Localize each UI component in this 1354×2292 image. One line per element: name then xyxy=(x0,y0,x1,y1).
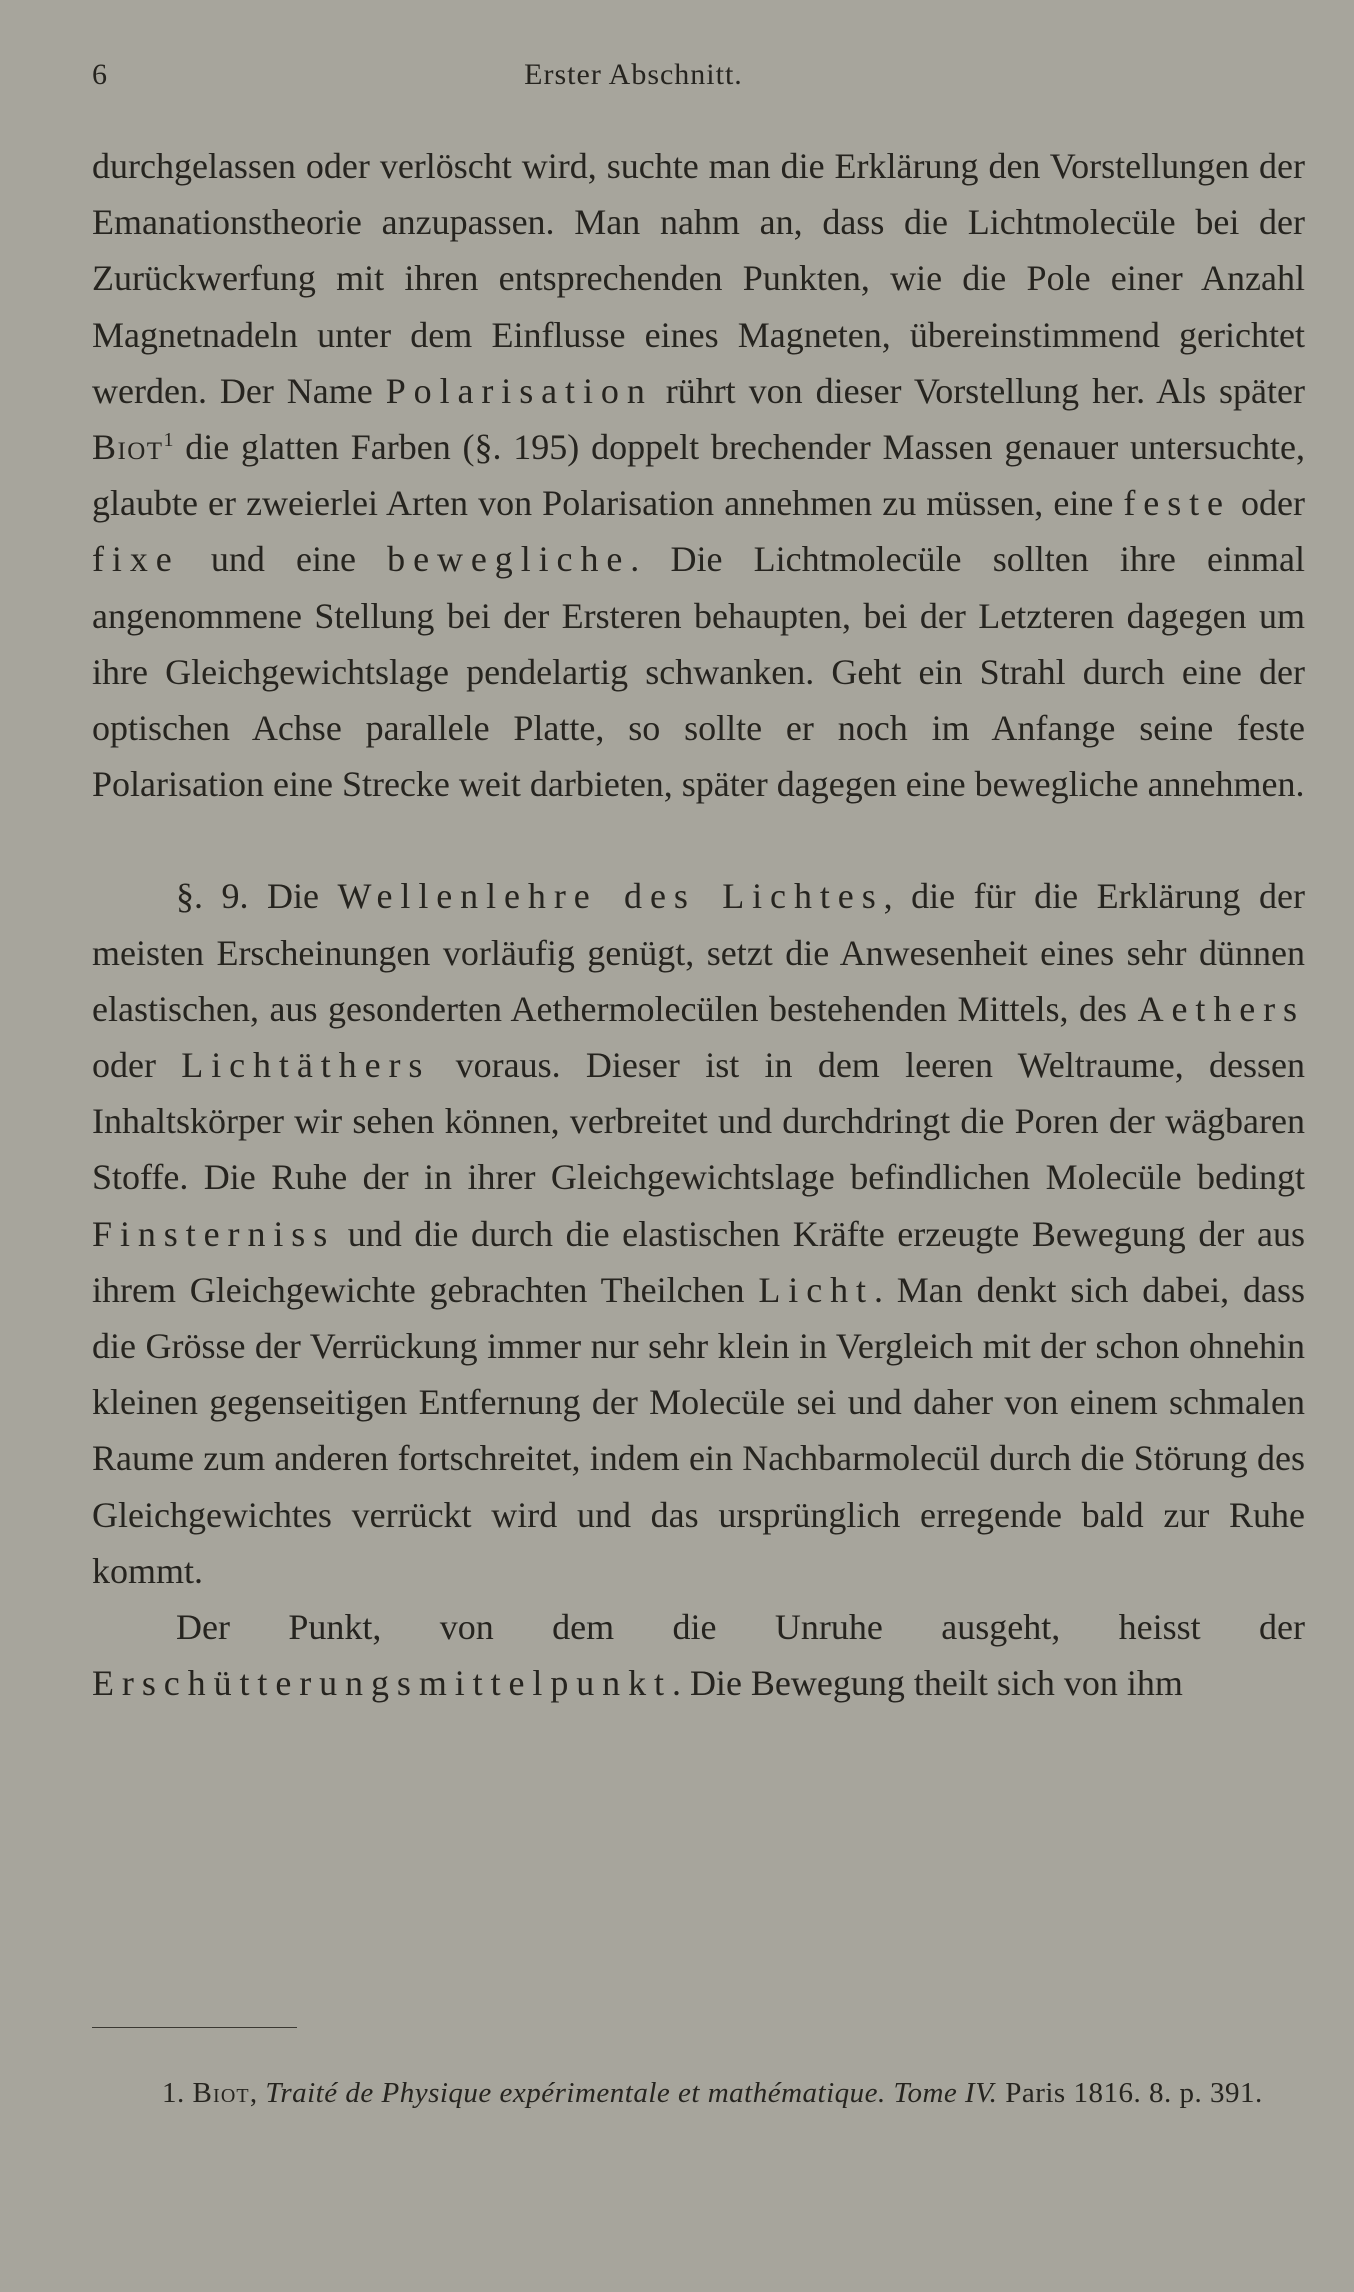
spaced-term: bewegliche xyxy=(387,539,631,580)
text-run: durchgelassen oder verlöscht wird, suchte man die Erklärung den Vorstellungen der Emanationstheorie anzupassen. Man nahm an, dass die Lichtmolecüle bei der Zurückwerfung mit ihren entsprechenden Punkten, wie die Pole einer Anzahl Magnetnadeln unter dem Einflusse eines Magneten, übereinstimmend gerichtet werden. Der Name xyxy=(92,146,1305,411)
footnote-divider xyxy=(92,2027,297,2028)
text-run: oder xyxy=(1230,483,1305,524)
spaced-term: Lichtäthers xyxy=(181,1045,431,1086)
footnote-title: Traité de Physique expérimentale et mathématique. Tome IV. xyxy=(265,2077,998,2109)
text-run: Der Punkt, von dem die Unruhe ausgeht, heisst der xyxy=(176,1607,1305,1648)
spaced-term: Erschütterungsmittelpunkt xyxy=(92,1663,672,1704)
page-header xyxy=(92,58,1305,98)
text-run: rührt von dieser Vorstellung her. Als später xyxy=(652,370,1305,411)
spaced-term: Wellenlehre des Lichtes xyxy=(337,876,884,917)
footnote-reference[interactable]: 1 xyxy=(163,429,174,452)
text-run: und die durch die elastischen Kräfte erzeugte Bewegung der aus ihrem Gleichgewichte gebrachten Theilchen xyxy=(92,1213,1305,1310)
footnote-author: Biot xyxy=(192,2077,250,2109)
spaced-term: Polarisation xyxy=(385,370,653,411)
spaced-term: Licht xyxy=(758,1269,874,1310)
text-run: , xyxy=(249,2077,266,2109)
text-run: und eine xyxy=(179,539,388,580)
spaced-term: Finsterniss xyxy=(92,1213,336,1254)
paragraph-emanation-theory xyxy=(92,138,1305,812)
text-run: die glatten Farben (§. 195) doppelt brechender Massen genauer untersuchte, glaubte er zweierlei Arten von Polarisation annehmen zu müssen, eine xyxy=(92,427,1305,524)
footnote-details: Paris 1816. 8. p. 391. xyxy=(997,2077,1263,2109)
running-title: Erster Abschnitt. xyxy=(524,58,743,91)
text-run: oder xyxy=(92,1045,182,1086)
page-number: 6 xyxy=(92,58,108,91)
paragraph-gap xyxy=(92,812,1305,868)
footnote-number: 1. xyxy=(162,2077,185,2109)
body-text xyxy=(92,138,1305,1711)
text-run: . Die Lichtmolecüle sollten ihre einmal angenommene Stellung bei der Ersteren behaupten, bei der Letzteren dagegen um ihre Gleichgewichtslage pendelartig schwanken. Geht ein Strahl durch eine der optischen Achse parallele Platte, so sollte er noch im Anfange seine feste Polarisation eine Strecke weit darbieten, später dagegen eine bewegliche annehmen. xyxy=(92,539,1305,805)
paragraph-wave-theory xyxy=(92,868,1305,1599)
text-run: , die für die Erklärung der meisten Erscheinungen vorläufig genügt, setzt die Anwesenheit eines sehr dünnen elastischen, aus gesonderten Aethermolecülen bestehenden Mittels, des xyxy=(92,876,1305,1029)
spaced-term: feste xyxy=(1123,483,1231,524)
spaced-term: fixe xyxy=(92,539,180,580)
text-run: . Die Bewegung theilt sich von ihm xyxy=(671,1663,1183,1704)
footnote xyxy=(92,2072,1305,2115)
section-marker: §. 9. Die xyxy=(176,876,338,917)
text-run: voraus. Dieser ist in dem leeren Weltraume, dessen Inhaltskörper wir sehen können, verbreitet und durchdringt die Poren der wägbaren Stoffe. Die Ruhe der in ihrer Gleichgewichtslage befindlichen Molecüle bedingt xyxy=(92,1045,1305,1198)
spaced-term: Aethers xyxy=(1137,988,1305,1029)
paragraph-center-of-disturbance xyxy=(92,1599,1305,1711)
author-name: Biot xyxy=(92,427,164,468)
text-run: . Man denkt sich dabei, dass die Grösse der Verrückung immer nur sehr klein in Vergleich mit der schon ohnehin kleinen gegenseitigen Entfernung der Molecüle sei und daher von einem schmalen Raume zum anderen fortschreitet, indem ein Nachbarmolecül durch die Störung des Gleichgewichtes verrückt wird und das ursprünglich erregende bald zur Ruhe kommt. xyxy=(92,1269,1305,1591)
